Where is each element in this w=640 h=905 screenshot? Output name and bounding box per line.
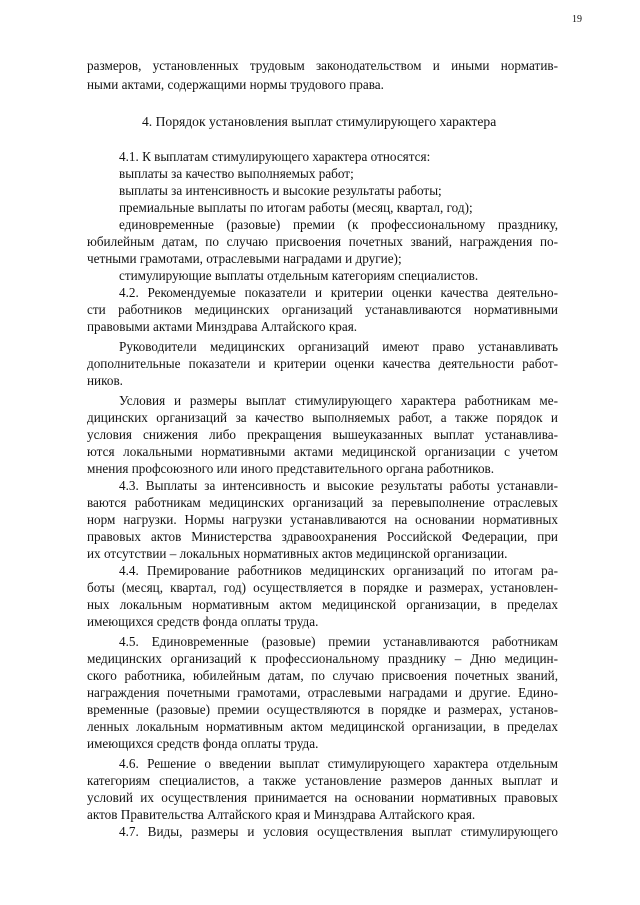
paragraph-line: 4.2. Рекомендуемые показатели и критерии оценки качества деятельно- xyxy=(119,285,558,300)
paragraph-line: 4.6. Решение о введении выплат стимулирующего характера отдельным xyxy=(119,756,558,771)
text-line: категориям специалистов, а также установление размеров данных выплат и xyxy=(87,773,558,788)
list-item: стимулирующие выплаты отдельным категориям специалистов. xyxy=(119,268,479,283)
list-item: премиальные выплаты по итогам работы (месяц, квартал, год); xyxy=(119,200,473,215)
text-line: актов Правительства Алтайского края и Минздрава Алтайского края. xyxy=(87,807,476,822)
text-line: ского работника, юбилейным датам, по случаю присвоения почетных званий, xyxy=(87,668,558,683)
text-line: медицинских организаций к профессиональному празднику – Дню медицин- xyxy=(87,651,558,666)
text-line: юбилейным датам, по случаю присвоения почетных званий, награждения по- xyxy=(87,234,558,249)
text-line: имеющихся средств фонда оплаты труда. xyxy=(87,736,319,751)
text-line: сти работников медицинских организаций устанавливаются нормативными xyxy=(87,302,558,317)
paragraph-line: Руководители медицинских организаций имеют право устанавливать xyxy=(119,339,558,354)
paragraph-line: Условия и размеры выплат стимулирующего характера работникам ме- xyxy=(119,393,558,408)
text-line: временные (разовые) премии осуществляются в порядке и размерах, установ- xyxy=(87,702,558,717)
list-item: выплаты за интенсивность и высокие результаты работы; xyxy=(119,183,442,198)
text-line: ников. xyxy=(87,373,123,388)
paragraph-line: 4.4. Премирование работников медицинских организаций по итогам ра- xyxy=(119,563,558,578)
text-line: ваются работникам медицинских организаций за перевыполнение отраслевых xyxy=(87,495,558,510)
list-item: выплаты за качество выполняемых работ; xyxy=(119,166,354,181)
text-line: имеющихся средств фонда оплаты труда. xyxy=(87,614,319,629)
text-line: ных локальным нормативным актом медицинской организации, в пределах xyxy=(87,597,558,612)
text-line: дополнительные показатели и критерии оценки качества деятельности работ- xyxy=(87,356,558,371)
text-line: норм нагрузки. Нормы нагрузки устанавливаются на основании нормативных xyxy=(87,512,558,527)
text-line: правовых актов Министерства здравоохранения Российской Федерации, при xyxy=(87,529,558,544)
text-line: дицинских организаций за качество выполняемых работ, а также порядок и xyxy=(87,410,558,425)
paragraph-line: 4.5. Единовременные (разовые) премии устанавливаются работникам xyxy=(119,634,558,649)
text-line: боты (месяц, квартал, год) осуществляется в порядке и размерах, установлен- xyxy=(87,580,558,595)
text-line: ленных локальным нормативным актом медицинской организации, в пределах xyxy=(87,719,558,734)
paragraph-line: 4.7. Виды, размеры и условия осуществления выплат стимулирующего xyxy=(119,824,558,839)
text-line: правовыми актами Минздрава Алтайского края. xyxy=(87,319,358,334)
text-line: их отсутствии – локальных нормативных актов медицинской организации. xyxy=(87,546,508,561)
text-line: мнения профсоюзного или иного представительного органа работников. xyxy=(87,461,495,476)
text-line: ными актами, содержащими нормы трудового права. xyxy=(87,77,384,92)
text-line: награждения почетными грамотами, отраслевыми наградами и другие. Едино- xyxy=(87,685,558,700)
text-line: размеров, установленных трудовым законодательством и иными норматив- xyxy=(87,58,558,73)
paragraph-line: 4.3. Выплаты за интенсивность и высокие результаты работы устанавли- xyxy=(119,478,558,493)
text-line: условий их осуществления принимается на основании нормативных правовых xyxy=(87,790,558,805)
page-number: 19 xyxy=(572,14,582,25)
text-line: ются локальными нормативными актами медицинской организации с учетом xyxy=(87,444,558,459)
section-title: 4. Порядок установления выплат стимулирующего характера xyxy=(142,114,497,129)
paragraph-line: 4.1. К выплатам стимулирующего характера относятся: xyxy=(119,149,431,164)
text-line: условия снижения либо прекращения вышеуказанных выплат устанавлива- xyxy=(87,427,558,442)
list-item: единовременные (разовые) премии (к профессиональному празднику, xyxy=(119,217,558,232)
text-line: четными грамотами, отраслевыми наградами и другие); xyxy=(87,251,402,266)
